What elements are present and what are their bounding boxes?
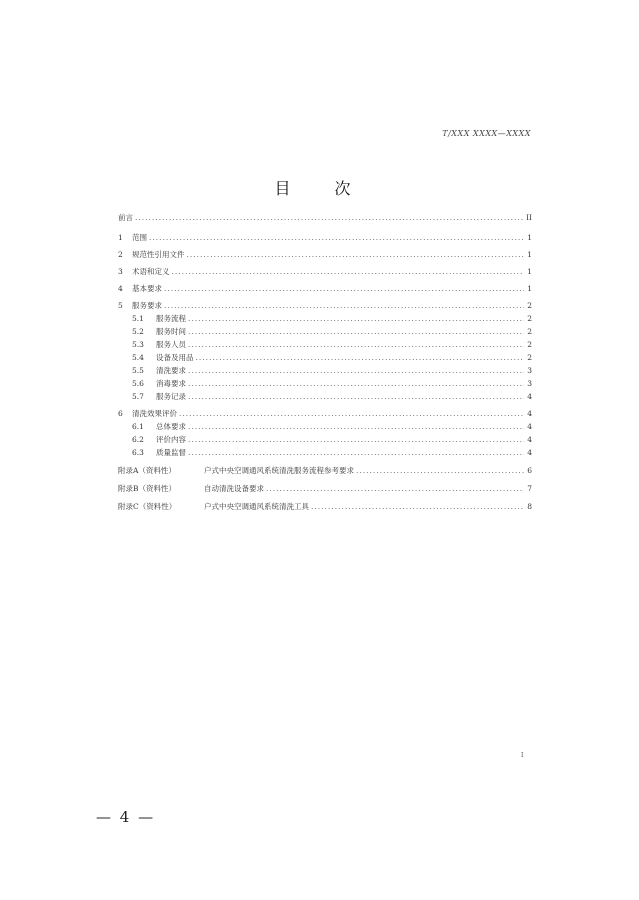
toc-leader-dots: [266, 484, 524, 493]
toc-entry-label: 清洗要求: [156, 366, 186, 375]
toc-entry-page: 1: [527, 233, 532, 242]
toc-entry-label: 总体要求: [156, 422, 186, 431]
toc-entry-4[interactable]: [118, 283, 532, 300]
toc-entry-number: 6.3: [132, 448, 144, 457]
toc-entry-1[interactable]: [118, 232, 532, 249]
toc-entry-5-3[interactable]: [118, 339, 532, 352]
toc-entry-appendix-a[interactable]: [118, 465, 532, 483]
toc-entry-page: 4: [527, 448, 532, 457]
toc-leader-dots: [164, 301, 524, 310]
toc-entry-6-1[interactable]: [118, 421, 532, 434]
toc-entry-number: 5.6: [132, 379, 144, 388]
toc-entry-5-2[interactable]: [118, 326, 532, 339]
toc-entry-page: 2: [527, 301, 532, 310]
toc-entry-page: 7: [527, 484, 532, 493]
toc-leader-dots: [356, 466, 524, 475]
toc-leader-dots: [135, 213, 524, 222]
toc-entry-label: 规范性引用文件: [132, 250, 185, 259]
toc-entry-appendix-c[interactable]: [118, 501, 532, 519]
toc-entry-page: 4: [527, 422, 532, 431]
toc-entry-number: 3: [118, 267, 123, 276]
toc-entry-label: 术语和定义: [132, 267, 170, 276]
roman-page-mark: I: [521, 752, 524, 759]
toc-entry-5-5[interactable]: [118, 365, 532, 378]
toc-entry-number: 5.3: [132, 340, 144, 349]
toc-entry-number: 5.5: [132, 366, 144, 375]
toc-entry-page: 1: [527, 284, 532, 293]
toc-entry-page: 4: [527, 435, 532, 444]
toc-leader-dots: [188, 327, 524, 336]
toc-leader-dots: [188, 314, 524, 323]
toc-entry-number: 附录A（资料性）: [118, 466, 176, 475]
toc-entry-page: 4: [527, 392, 532, 401]
toc-entry-page: 6: [527, 466, 532, 475]
toc-entry-number: 4: [118, 284, 123, 293]
toc-entry-label: 服务人员: [156, 340, 186, 349]
toc-entry-appendix-b[interactable]: [118, 483, 532, 501]
toc-entry-6-2[interactable]: [118, 434, 532, 447]
toc-entry-number: 5.2: [132, 327, 144, 336]
toc-leader-dots: [164, 284, 524, 293]
toc-entry-foreword[interactable]: [118, 212, 532, 232]
toc-entry-5-4[interactable]: [118, 352, 532, 365]
toc-entry-label: 自动清洗设备要求: [204, 484, 264, 493]
standard-code: T/XXX XXXX—XXXX: [442, 129, 531, 138]
toc-entry-label: 户式中央空调通风系统清洗服务流程参考要求: [204, 466, 354, 475]
toc-leader-dots: [196, 353, 525, 362]
toc-leader-dots: [187, 250, 525, 259]
toc-entry-label: 前言: [118, 213, 133, 222]
toc-leader-dots: [179, 409, 524, 418]
toc-entry-page: 2: [527, 340, 532, 349]
toc-title: 目 次: [274, 179, 365, 198]
toc-entry-page: 3: [527, 379, 532, 388]
toc-entry-number: 5: [118, 301, 123, 310]
toc-leader-dots: [188, 366, 524, 375]
toc-entry-number: 5.7: [132, 392, 144, 401]
toc-entry-number: 附录B（资料性）: [118, 484, 177, 493]
toc-leader-dots: [188, 340, 524, 349]
toc-entry-label: 清洗效果评价: [132, 409, 177, 418]
toc-entry-5-6[interactable]: [118, 378, 532, 391]
toc-leader-dots: [188, 435, 524, 444]
toc-leader-dots: [188, 422, 524, 431]
toc-entry-label: 质量监督: [156, 448, 186, 457]
toc-entry-label: 设备及用品: [156, 353, 194, 362]
toc-entry-2[interactable]: [118, 249, 532, 266]
toc-entry-number: 1: [118, 233, 123, 242]
toc-entry-5-7[interactable]: [118, 391, 532, 408]
toc-entry-label: 服务时间: [156, 327, 186, 336]
toc-entry-label: 户式中央空调通风系统清洗工具: [204, 502, 309, 511]
toc-entry-label: 范围: [132, 233, 147, 242]
toc-entry-5-1[interactable]: [118, 313, 532, 326]
toc-entry-page: 1: [527, 267, 532, 276]
toc-leader-dots: [188, 448, 524, 457]
toc-leader-dots: [188, 379, 524, 388]
toc-entry-number: 6: [118, 409, 123, 418]
toc-leader-dots: [188, 392, 524, 401]
toc-leader-dots: [311, 502, 524, 511]
toc-entry-6[interactable]: [118, 408, 532, 421]
toc-entry-number: 附录C（资料性）: [118, 502, 177, 511]
toc-entry-number: 6.2: [132, 435, 144, 444]
toc-entry-page: 2: [527, 314, 532, 323]
toc-entry-label: 服务要求: [132, 301, 162, 310]
toc-entry-page: II: [526, 213, 532, 222]
toc-entry-page: 3: [527, 366, 532, 375]
toc-entry-page: 4: [527, 409, 532, 418]
toc-entry-label: 评价内容: [156, 435, 186, 444]
toc-entry-number: 5.1: [132, 314, 144, 323]
toc-entry-6-3[interactable]: [118, 447, 532, 465]
toc-entry-page: 8: [527, 502, 532, 511]
toc-entry-label: 基本要求: [132, 284, 162, 293]
toc-entry-label: 服务记录: [156, 392, 186, 401]
toc-entry-page: 1: [527, 250, 532, 259]
toc-leader-dots: [172, 267, 525, 276]
toc-leader-dots: [149, 233, 524, 242]
toc-entry-5[interactable]: [118, 300, 532, 313]
toc-entry-page: 2: [527, 353, 532, 362]
toc-entry-number: 6.1: [132, 422, 144, 431]
toc-entry-label: 服务流程: [156, 314, 186, 323]
page-number: — 4 —: [96, 808, 156, 826]
toc-entry-3[interactable]: [118, 266, 532, 283]
toc-entry-number: 2: [118, 250, 123, 259]
toc-entry-page: 2: [527, 327, 532, 336]
toc-entry-label: 消毒要求: [156, 379, 186, 388]
toc-entry-number: 5.4: [132, 353, 144, 362]
table-of-contents: [118, 212, 532, 519]
